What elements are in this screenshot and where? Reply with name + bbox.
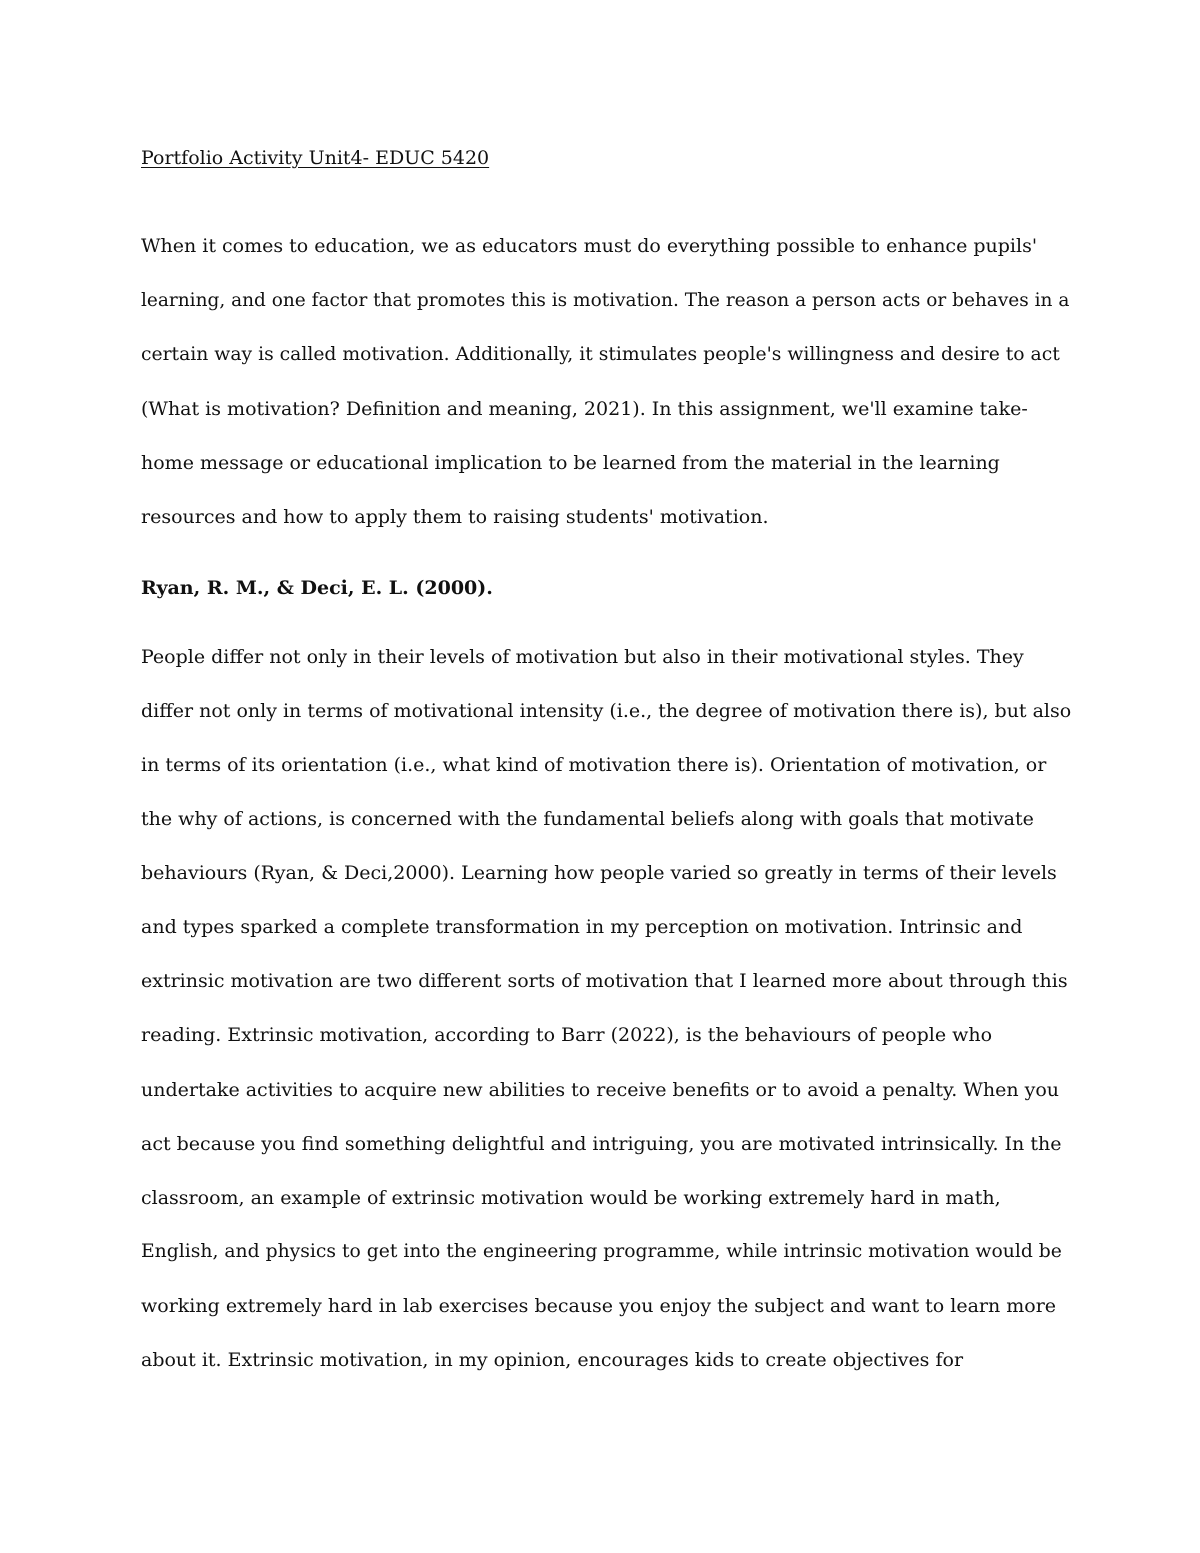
intro-line: certain way is called motivation. Additionally, it stimulates people's willingness and desire to act — [141, 344, 1060, 365]
body-line: the why of actions, is concerned with the fundamental beliefs along with goals that motivate — [141, 808, 1034, 830]
intro-line: When it comes to education, we as educators must do everything possible to enhance pupils' — [141, 235, 1038, 257]
intro-line: (What is motivation? Definition and meaning, 2021). In this assignment, we'll examine take- — [141, 398, 1028, 420]
body-line: behaviours (Ryan, & Deci,2000). Learning how people varied so greatly in terms of their levels — [141, 862, 1057, 884]
body-line: and types sparked a complete transformation in my perception on motivation. Intrinsic and — [141, 916, 1023, 938]
body-line: about it. Extrinsic motivation, in my opinion, encourages kids to create objectives for — [141, 1349, 964, 1371]
intro-line: resources and how to apply them to raising students' motivation. — [141, 506, 769, 528]
document-title: Portfolio Activity Unit4- EDUC 5420 — [141, 147, 490, 169]
body-line: English, and physics to get into the engineering programme, while intrinsic motivation would be — [141, 1241, 1062, 1262]
body-line: extrinsic motivation are two different sorts of motivation that I learned more about through this — [141, 970, 1068, 992]
intro-line: home message or educational implication to be learned from the material in the learning — [141, 452, 1000, 474]
body-line: in terms of its orientation (i.e., what kind of motivation there is). Orientation of motivation, or — [141, 754, 1047, 776]
body-line: act because you find something delightful and intriguing, you are motivated intrinsically. In the — [141, 1133, 1062, 1155]
body-line: differ not only in terms of motivational intensity (i.e., the degree of motivation there is), but also — [141, 700, 1072, 722]
body-line: undertake activities to acquire new abilities to receive benefits or to avoid a penalty. When you — [141, 1079, 1060, 1101]
body-line: classroom, an example of extrinsic motivation would be working extremely hard in math, — [141, 1187, 1001, 1209]
body-line: People differ not only in their levels of motivation but also in their motivational styles. They — [141, 646, 1024, 668]
section-heading: Ryan, R. M., & Deci, E. L. (2000). — [141, 577, 493, 599]
intro-line: learning, and one factor that promotes this is motivation. The reason a person acts or behaves in a — [141, 290, 1070, 311]
body-line: reading. Extrinsic motivation, according to Barr (2022), is the behaviours of people who — [141, 1024, 993, 1046]
body-line: working extremely hard in lab exercises because you enjoy the subject and want to learn more — [141, 1295, 1057, 1317]
